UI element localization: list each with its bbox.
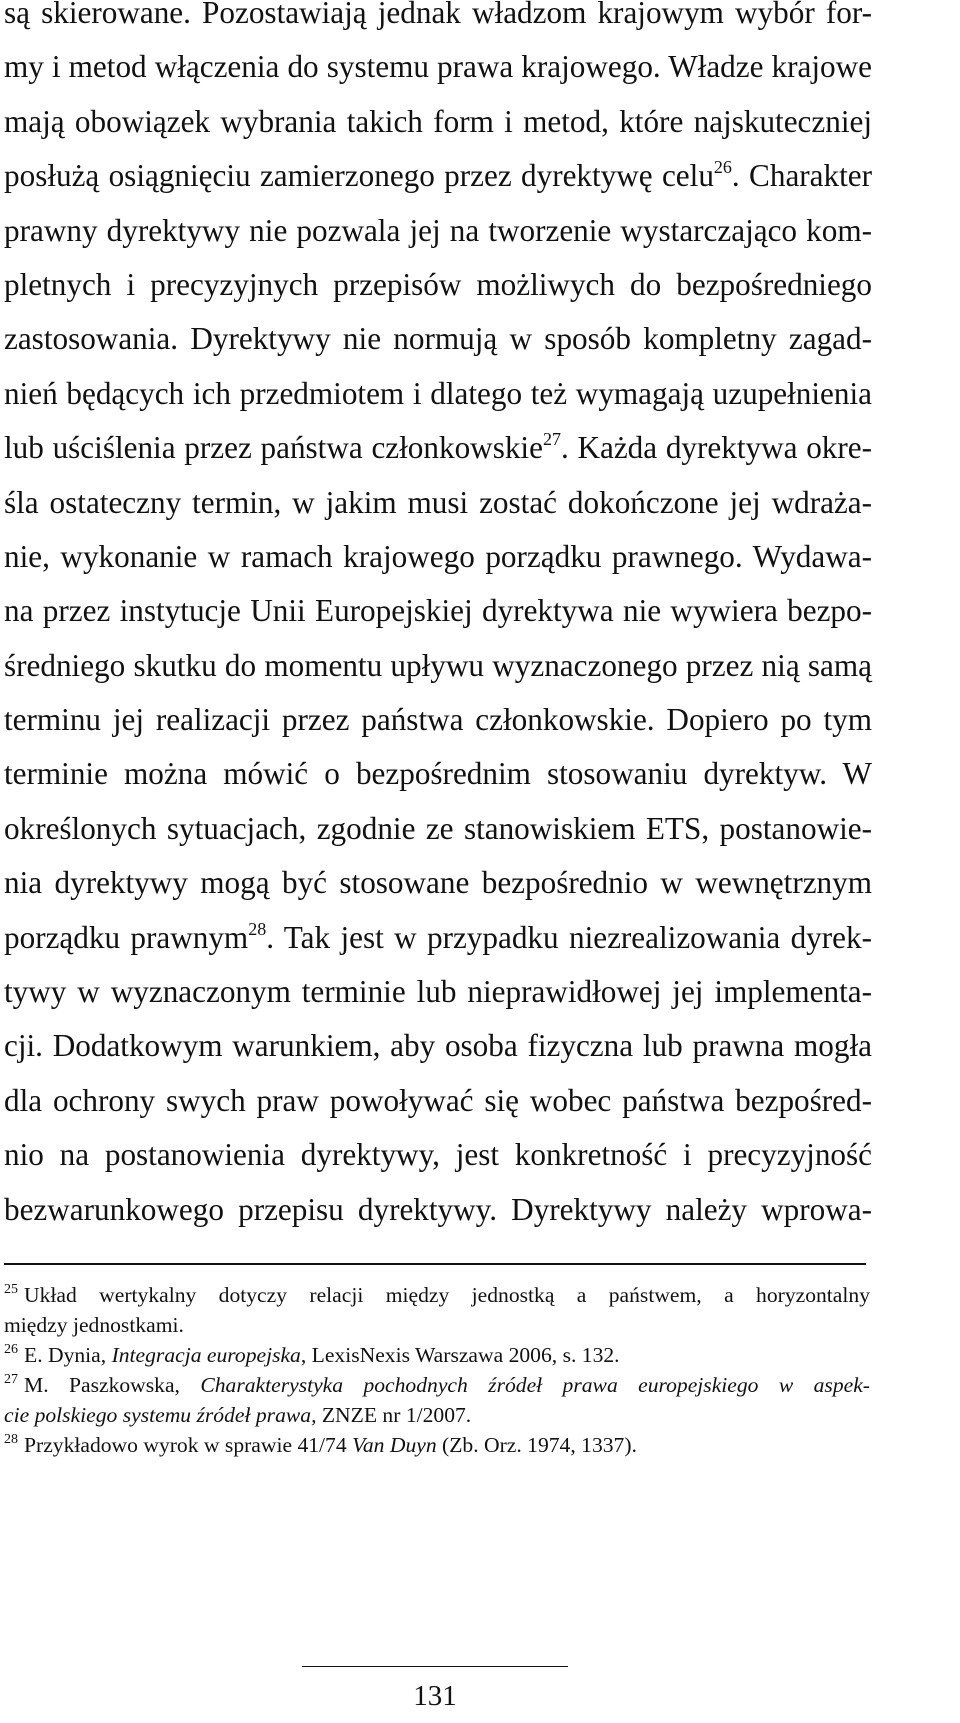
footnote-number: 28: [4, 1432, 18, 1447]
text-line: lub uściślenia przez państwa członkowskie$^{27}$. Każda dyrektywa okre-: [4, 429, 872, 466]
text-line: nio na postanowienia dyrektywy, jest konkretność i precyzyjność: [4, 1137, 872, 1173]
text-line: średniego skutku do momentu upływu wyznaczonego przez nią samą: [4, 647, 872, 683]
text-line: zastosowania. Dyrektywy nie normują w sposób kompletny zagad-: [4, 321, 872, 357]
cited-title: cie polskiego systemu źródeł prawa,: [4, 1403, 317, 1427]
footnote-25: $^{25}$ Układ wertykalny dotyczy relacji między jednostką a państwem, a horyzontalny: [4, 1282, 870, 1307]
footnote-28: $^{28}$ Przykładowo wyrok w sprawie 41/74 Van Duyn (Zb. Orz. 1974, 1337).: [4, 1432, 637, 1457]
text-line: nie, wykonanie w ramach krajowego porządku prawnego. Wydawa-: [4, 538, 872, 574]
text-line: mają obowiązek wybrania takich form i metod, które najskuteczniej: [4, 103, 872, 139]
text-line: tywy w wyznaczonym terminie lub nieprawidłowej jej implementa-: [4, 974, 872, 1010]
page-number: 131: [413, 1680, 457, 1712]
footnote-separator: [4, 1263, 866, 1265]
footnote-ref-26[interactable]: 26: [713, 157, 732, 178]
text-line: prawny dyrektywy nie pozwala jej na tworzenie wystarczająco kom-: [4, 212, 872, 248]
text-line: nia dyrektywy mogą być stosowane bezpośrednio w wewnętrznym: [4, 865, 872, 901]
text-line: porządku prawnym$^{28}$. Tak jest w przypadku niezrealizowania dyrek-: [4, 918, 872, 955]
text-line: określonych sytuacjach, zgodnie ze stanowiskiem ETS, postanowie-: [4, 810, 872, 846]
text-line: śla ostateczny termin, w jakim musi zostać dokończone jej wdraża-: [4, 484, 872, 520]
footnotes: [4, 1280, 870, 1460]
text-line: pletnych i precyzyjnych przepisów możliwych do bezpośredniego: [4, 266, 872, 302]
cited-title: Integracja europejska: [111, 1343, 301, 1367]
text-line: bezwarunkowego przepisu dyrektywy. Dyrektywy należy wprowa-: [4, 1191, 872, 1227]
footnote-number: 26: [4, 1342, 18, 1357]
text-line: my i metod włączenia do systemu prawa krajowego. Władze krajowe: [4, 49, 872, 85]
text-line: terminie można mówić o bezpośrednim stosowaniu dyrektyw. W: [4, 756, 872, 792]
text-line: na przez instytucje Unii Europejskiej dyrektywa nie wywiera bezpo-: [4, 593, 872, 629]
cited-title: Charakterystyka pochodnych źródeł prawa europejskiego w aspek-: [200, 1373, 870, 1397]
text-line: nień będących ich przedmiotem i dlatego też wymagają uzupełnienia: [4, 375, 872, 411]
footnote-26: $^{26}$ E. Dynia, Integracja europejska, LexisNexis Warszawa 2006, s. 132.: [4, 1342, 620, 1367]
footnote-ref-28[interactable]: 28: [248, 918, 267, 939]
footnote-number: 27: [4, 1372, 18, 1387]
footnote-ref-27[interactable]: 27: [542, 429, 561, 450]
footnote-27-continuation: cie polskiego systemu źródeł prawa, ZNZE nr 1/2007.: [4, 1403, 472, 1427]
text-line: posłużą osiągnięciu zamierzonego przez dyrektywę celu$^{26}$. Charakter: [4, 157, 872, 194]
page-number-rule: [302, 1666, 568, 1667]
text-line: terminu jej realizacji przez państwa członkowskie. Dopiero po tym: [4, 702, 872, 738]
footnote-number: 25: [4, 1282, 18, 1297]
footnote-25-continuation: między jednostkami.: [4, 1313, 184, 1337]
footnote-27: $^{27}$ M. Paszkowska, Charakterystyka pochodnych źródeł prawa europejskiego w aspek-: [4, 1372, 870, 1397]
text-line: cji. Dodatkowym warunkiem, aby osoba fizyczna lub prawna mogła: [4, 1028, 872, 1064]
text-line: dla ochrony swych praw powoływać się wobec państwa bezpośred-: [4, 1082, 872, 1118]
text-line: są skierowane. Pozostawiają jednak władzom krajowym wybór for-: [4, 0, 872, 30]
cited-title: Van Duyn: [352, 1433, 437, 1457]
body-text: [4, 0, 872, 1237]
